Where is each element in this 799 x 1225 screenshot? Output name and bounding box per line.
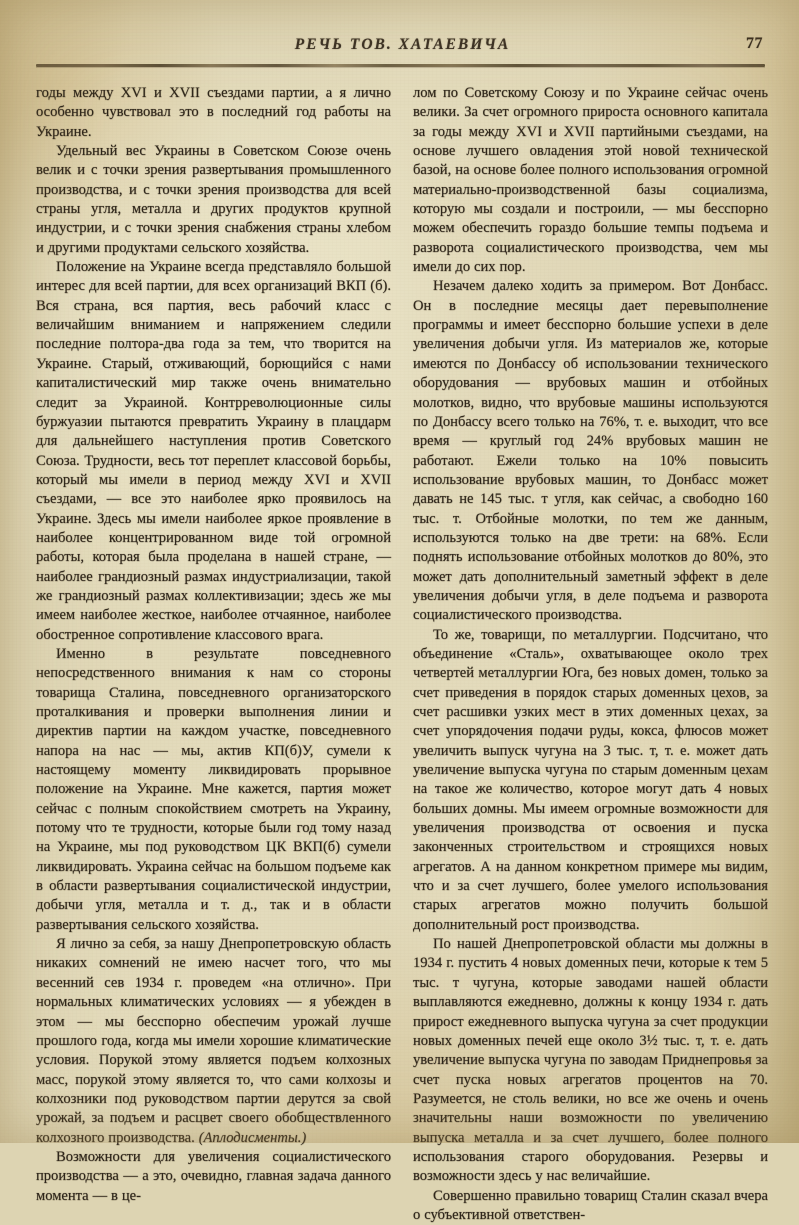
paragraph xyxy=(36,142,391,258)
paragraph-text: Незачем далеко ходить за примером. Вот Донбасс. Он в последние месяцы дает перевыполнение программы и имеет бесспорно большие успехи в деле увеличения добычи угля. Из материалов же, которые имеются по Донбассу об использовании технического оборудования — врубовых машин и отбойных молотков, видно, что врубовые машины используются по Донбассу всего только на 76%, т. е. выходит, что все время — круглый год 24% врубовых машин не работают. Ежели только на 10% повысить использование врубовых машин, то Донбасс может давать не 145 тыс. т угля, как сейчас, а свободно 160 тыс. т. Отбойные молотки, по тем же данным, используются только на две трети: на 68%. Если поднять использование отбойных молотков до 80%, это может дать дополнительный заметный эффект в деле увеличения добычи угля, в деле подъема и разворота социалистического производства. xyxy=(413,278,768,624)
paragraph-text: Совершенно правильно товарищ Сталин сказал вчера о субъективной ответствен- xyxy=(413,1187,768,1223)
paragraph-text: То же, товарищи, по металлургии. Подсчитано, что объединение «Сталь», охватывающее около трех четвертей металлургии Юга, без новых домен, только за счет приведения в порядок старых доменных цехов, за счет расшивки узких мест в этих доменных цехах, за счет упорядочения подачи руды, кокса, флюсов может увеличить выпуск чугуна на 3 тыс. т, т. е. может дать увеличение выпуска чугуна по старым доменным цехам на такое же количество, которое могут дать 4 новых больших домны. Мы имеем огромные возможности для увеличения производства от освоения и пуска законченных строительством и строящихся новых агрегатов. А на данном конкретном примере мы видим, что и за счет лучшего, более умелого использования старых агрегатов можно получить большой дополнительный рост производства. xyxy=(413,626,768,933)
column-left xyxy=(36,84,391,1204)
paragraph-text: По нашей Днепропетровской области мы должны в 1934 г. пустить 4 новых доменных печи, которые к тем 5 тыс. т чугуна, которые заводами нашей области выплавляются ежедневно, должны к концу 1934 г. дать прирост ежедневного выпуска чугуна за счет продукции новых доменных печей еще около 3½ тыс. т, т. е. дать увеличение выпуска чугуна по заводам Приднепровья за счет пуска новых агрегатов процентов на 70. Разумеется, не столь велики, но все же очень и очень значительны наши возможности по увеличению выпуска металла и за счет лучшего, более полного использования старого оборудования. Резервы и возможности здесь у нас величайшие. xyxy=(413,936,768,1185)
paragraph xyxy=(36,1148,391,1206)
running-head xyxy=(36,36,769,62)
paragraph-text: Возможности для увеличения социалистического производства — а это, очевидно, главная задача данного момента — в це- xyxy=(36,1148,391,1204)
paragraph xyxy=(413,935,768,1186)
column-right xyxy=(413,84,768,1223)
paragraph-text: лом по Советскому Союзу и по Украине сейчас очень велики. За счет огромного прироста основного капитала за годы между XVI и XVII партийными съездами, на основе лучшего овладения этой новой технической базой, на основе более полного использования огромной материально-производственной базы социализма, которую мы создали и построили, — мы бесспорно можем обеспечить гораздо большие темпы подъема и разворота социалистического производства, чем мы имели до сих пор. xyxy=(413,85,768,276)
page-number: 77 xyxy=(746,35,763,52)
paragraph xyxy=(36,935,391,1148)
paragraph-text: годы между XVI и XVII съездами партии, а я лично особенно чувствовал это в последний год работы на Украине. xyxy=(36,85,391,140)
paragraph xyxy=(413,626,768,936)
text-columns xyxy=(36,84,768,1223)
paragraph xyxy=(36,645,391,935)
paragraph xyxy=(413,84,768,277)
paragraph xyxy=(413,1187,768,1225)
header-rule xyxy=(36,64,765,67)
paragraph-text: Я лично за себя, за нашу Днепропетровскую область никаких сомнений не имею насчет того, что мы весенний сев 1934 г. проведем «на отлично». При нормальных климатических условиях — я убежден в этом — мы бесспорно обеспечим урожай лучше прошлого года, когда мы имели хорошие климатические условия. Порукой этому является подъем колхозных масс, порукой этому является то, что сами колхозы и колхозники под руководством партии дерутся за свой урожай, за подъем и расцвет своего обобществленного колхозного производства. xyxy=(36,936,391,1146)
paragraph-text: Удельный вес Украины в Советском Союзе очень велик и с точки зрения развертывания промышленного производства, и с точки зрения производства для всей страны угля, металла и других продуктов крупной индустрии, и с точки зрения снабжения страны хлебом и другими продуктами сельского хозяйства. xyxy=(36,143,391,256)
paragraph xyxy=(36,84,391,142)
paragraph-text: Положение на Украине всегда представляло большой интерес для всей партии, для всех организаций ВКП (б). Вся страна, вся партия, весь рабочий класс с величайшим вниманием и напряжением следили последние полтора-два года за тем, что творится на Украине. Старый, отживающий, борющийся с нами капиталистический мир также очень внимательно следит за Украиной. Контрреволюционные силы буржуазии пытаются превратить Украину в плацдарм для дальнейшего наступления против Советского Союза. Трудности, весь тот переплет классовой борьбы, который мы имели в период между XVI и XVII съездами, — все это наиболее ярко проявилось на Украине. Здесь мы имели наиболее яркое проявление в наиболее концентрированном виде той огромной работы, которая была проделана в нашей стране, — наиболее грандиозный размах индустриализации, такой же грандиозный размах коллективизации; здесь же мы имеем наиболее жесткое, наиболее отчаянное, наиболее обостренное сопротивление классового врага. xyxy=(36,259,391,643)
paragraph-text: Именно в результате повседневного непосредственного внимания к нам со стороны товарища Сталина, повседневного организаторского проталкивания и проверки выполнения линии и директив партии на каждом участке, повседневного напора на нас — мы, актив КП(б)У, сумели к настоящему моменту ликвидировать прорывное положение на Украине. Мне кажется, партия может сейчас с полным спокойствием смотреть на Украину, потому что те трудности, которые были год тому назад на Украине, мы под руководством ЦК ВКП(б) сумели ликвидировать. Украина сейчас на большом подъеме как в области развертывания социалистической индустрии, добычи угля, металла и т. д., так и в области развертывания сельского хозяйства. xyxy=(36,645,391,933)
paragraph xyxy=(36,258,391,645)
running-head-title: РЕЧЬ ТОВ. ХАТАЕВИЧА xyxy=(294,36,511,53)
stage-direction: (Аплодисменты.) xyxy=(198,1129,307,1146)
paragraph xyxy=(413,277,768,625)
